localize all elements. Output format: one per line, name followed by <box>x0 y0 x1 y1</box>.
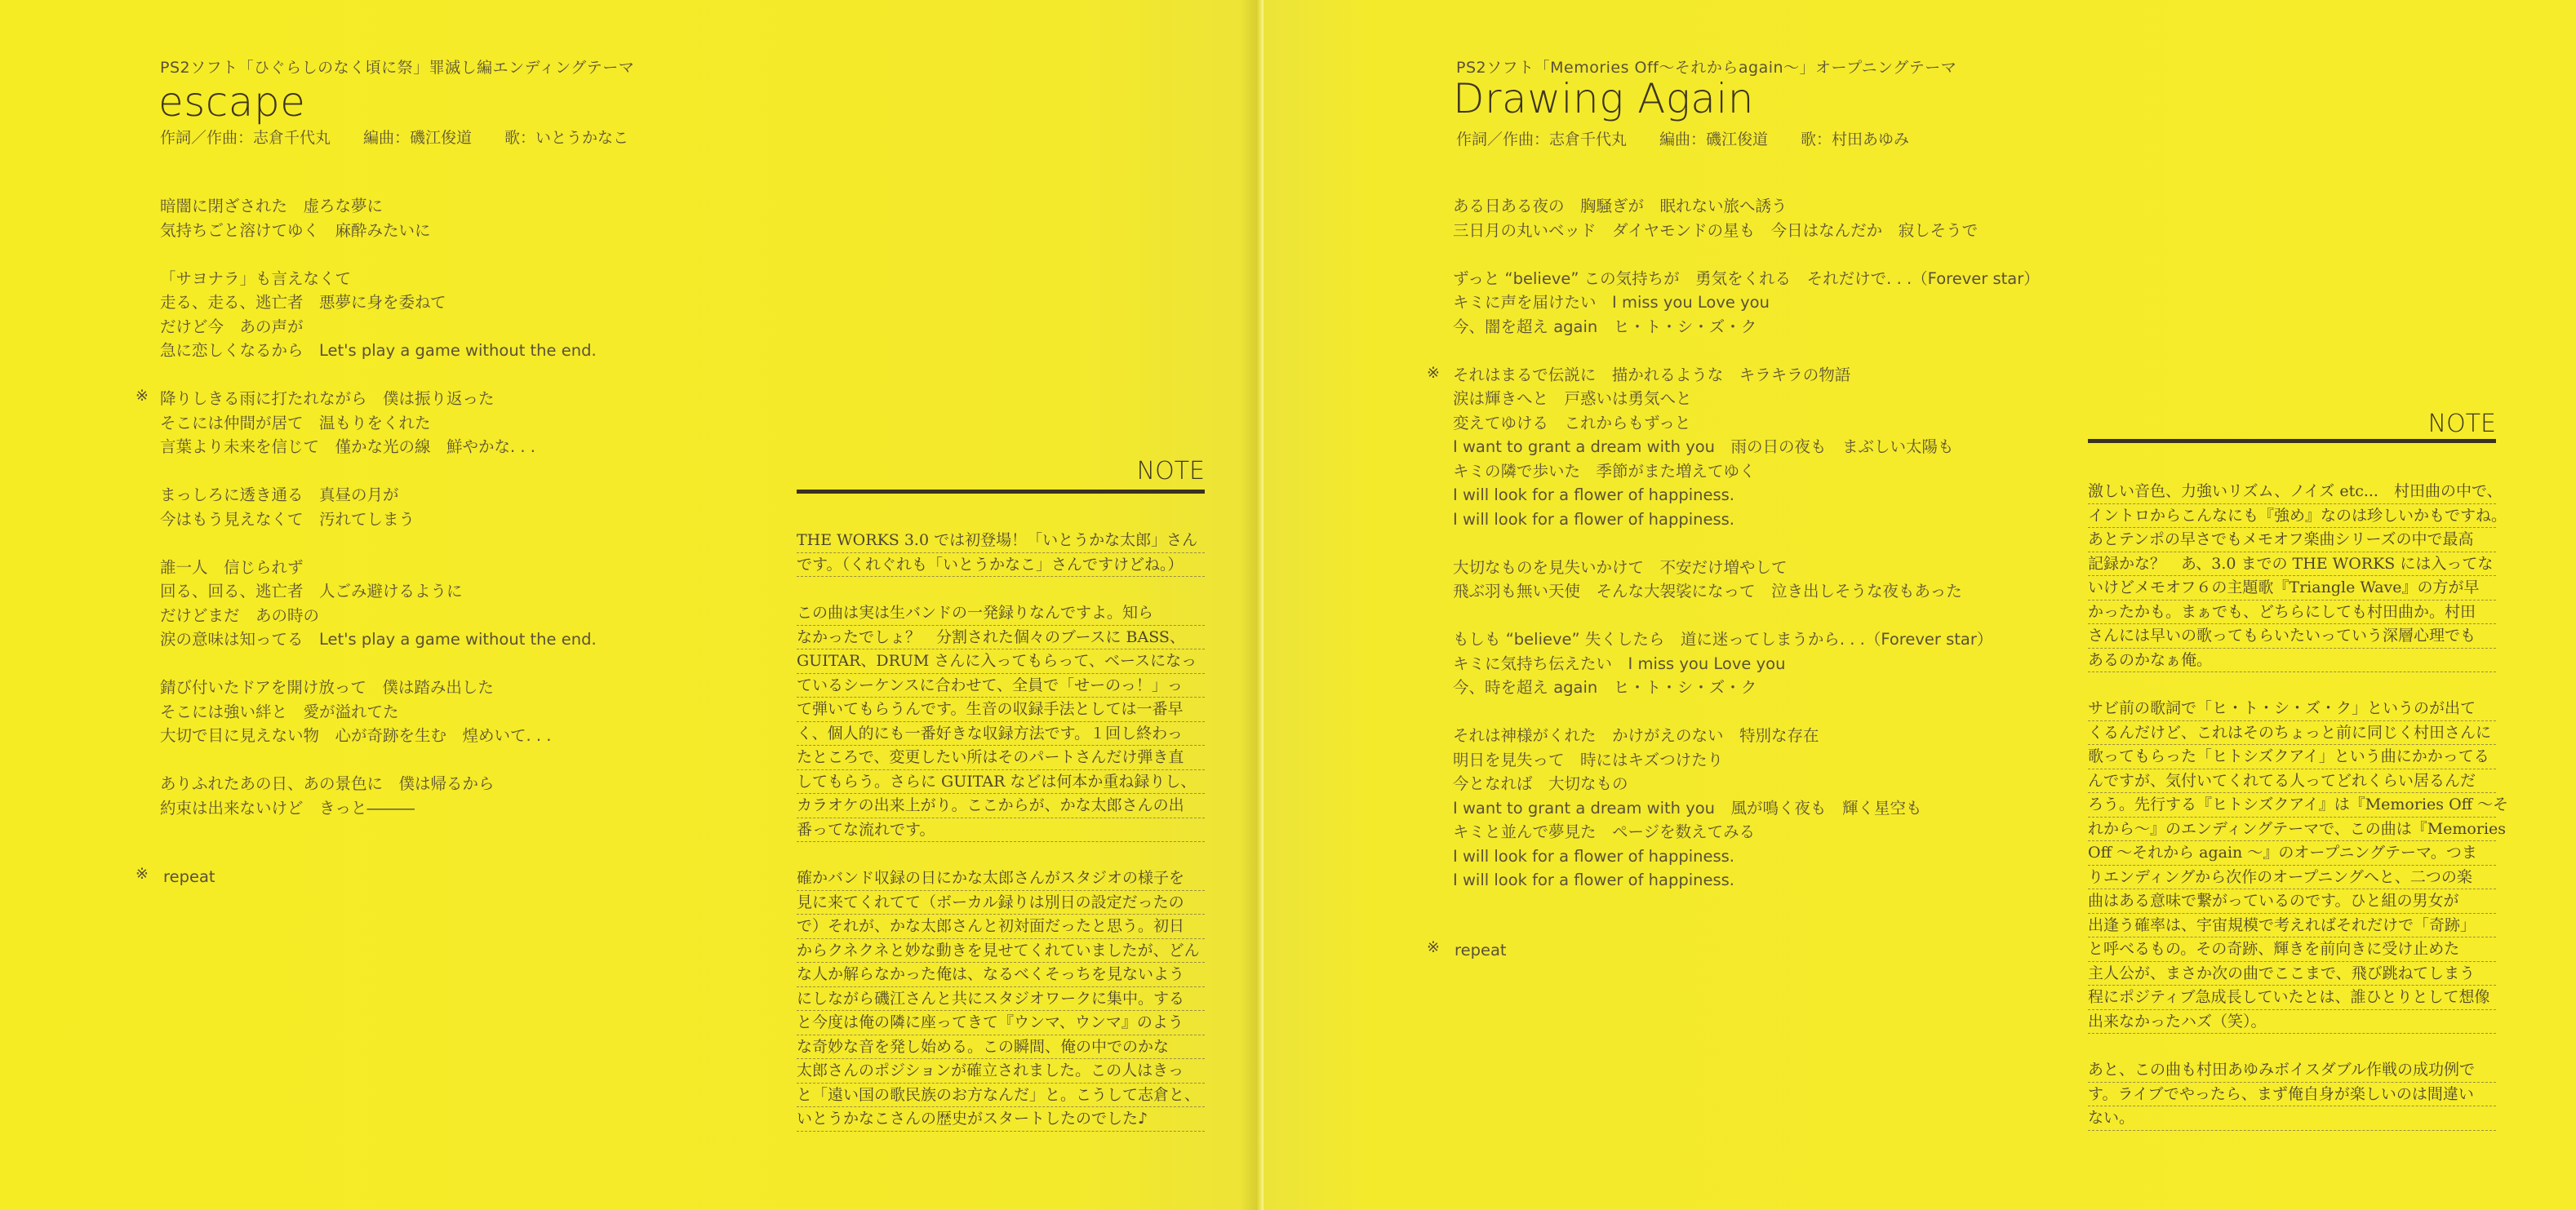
left-repeat-label: repeat <box>163 867 215 886</box>
lyric-line: 暗闇に閉ざされた 虚ろな夢に <box>160 197 384 215</box>
lyric-line: だけどまだ あの時の <box>160 605 320 625</box>
lyric-line: そこには仲間が居て 温もりをくれた <box>160 413 431 432</box>
note-paragraph <box>797 601 1205 842</box>
left-note-heading: NOTE <box>1136 457 1205 485</box>
lyric-line: 今、闇を超え again ヒ・ト・シ・ズ・ク <box>1453 317 1757 336</box>
left-credit-lyrics-music: 作詞／作曲：志倉千代丸 <box>160 129 331 147</box>
lyric-line: 錆び付いたドアを開け放って 僕は踏み出した <box>160 678 494 697</box>
note-line: あるのかなぁ俺。 <box>2088 649 2496 673</box>
lyric-stanza <box>160 194 597 242</box>
lyric-line: だけど今 あの声が <box>160 317 304 336</box>
note-line: 確かバンド収録の日にかな太郎さんがスタジオの様子を <box>797 867 1205 891</box>
note-paragraph <box>2088 697 2509 1034</box>
note-paragraph <box>797 867 1205 1132</box>
left-note-text <box>797 529 1205 1156</box>
lyric-line: 言葉より未来を信じて 僅かな光の線 鮮やかな. . . <box>160 437 535 456</box>
note-line: 記録かな？ あ、3.0 までの THE WORKS には入ってな <box>2088 552 2496 577</box>
right-repeat-marker: ※ <box>1427 938 1440 956</box>
note-line: あとテンポの早さでもメモオフ楽曲シリーズの中で最高 <box>2088 528 2496 552</box>
note-line: からクネクネと妙な動きを見せてくれていましたが、どん <box>797 939 1205 964</box>
note-line: してもらう。さらに GUITAR などは何本か重ね録りし、 <box>797 770 1205 795</box>
note-line: て弾いてもらうんです。生音の収録手法としては一番早 <box>797 698 1205 722</box>
note-line: です。（くれぐれも「いとうかなこ」さんですけどね。） <box>797 553 1205 578</box>
lyric-line: 今、時を超え again ヒ・ト・シ・ズ・ク <box>1453 678 1757 697</box>
note-line: 番ってな流れです。 <box>797 818 1205 843</box>
lyric-stanza <box>1453 556 2040 604</box>
note-line: ているシーケンスに合わせて、全員で「せーのっ！」っ <box>797 674 1205 698</box>
note-line: なかったでしょ？ 分割された個々のブースに BASS、 <box>797 626 1205 650</box>
right-credits <box>1456 127 1942 149</box>
left-credit-vocal: 歌：いとうかなこ <box>504 129 629 147</box>
note-line: くるんだけど、これはそのちょっと前に同じく村田さんに <box>2088 721 2496 746</box>
note-line: 出来なかったハズ（笑）。 <box>2088 1010 2496 1035</box>
lyric-line: ある日ある夜の 胸騒ぎが 眠れない旅へ誘う <box>1453 197 1788 215</box>
lyric-line: I want to grant a dream with you 風が鳴く夜も 輝く星空も <box>1453 798 1922 818</box>
lyric-line: ありふれたあの日、あの景色に 僕は帰るから <box>160 774 495 793</box>
right-chorus-marker: ※ <box>1427 364 1440 382</box>
note-line: いとうかなこさんの歴史がスタートしたのでした♪ <box>797 1107 1205 1132</box>
lyric-line: I will look for a flower of happiness. <box>1453 871 1735 889</box>
note-line: Off 〜それから again 〜』のオープニングテーマ。つま <box>2088 841 2496 866</box>
lyric-stanza <box>160 387 597 459</box>
note-paragraph <box>797 529 1205 577</box>
lyric-line: キミに気持ち伝えたい I miss you Love you <box>1453 654 1786 673</box>
left-chorus-marker: ※ <box>135 387 149 405</box>
note-line: 主人公が、まさか次の曲でここまで、飛び跳ねてしまう <box>2088 962 2496 986</box>
note-line: な人か解らなかった俺は、なるべくそっちを見ないよう <box>797 963 1205 987</box>
right-pretitle: PS2ソフト「Memories Off〜それからagain〜」オープニングテーマ <box>1456 59 1957 77</box>
lyric-line: まっしろに透き通る 真昼の月が <box>160 485 399 504</box>
note-line: れから〜』のエンディングテーマで、この曲は『Memories <box>2088 818 2496 842</box>
lyric-line: 今はもう見えなくて 汚れてしまう <box>160 509 415 529</box>
lyric-stanza <box>1453 194 2040 242</box>
left-page <box>0 0 1257 1210</box>
lyric-line: 今となれば 大切なもの <box>1453 774 1628 793</box>
right-note-rule <box>2088 439 2496 443</box>
note-line: と「遠い国の歌民族のお方なんだ」と。こうして志倉と、 <box>797 1084 1205 1108</box>
lyric-stanza <box>160 483 597 531</box>
right-page <box>1264 0 2576 1210</box>
lyric-line: I will look for a flower of happiness. <box>1453 485 1735 504</box>
lyric-line: それはまるで伝説に 描かれるような キラキラの物語 <box>1453 365 1851 384</box>
note-line: かったかも。まぁでも、どちらにしても村田曲か。村田 <box>2088 601 2496 625</box>
lyric-line: 走る、走る、逃亡者 悪夢に身を委ねて <box>160 293 446 312</box>
left-note-rule <box>797 490 1205 494</box>
lyric-line: それは神様がくれた かけがえのない 特別な存在 <box>1453 726 1819 745</box>
right-credit-lyrics-music: 作詞／作曲：志倉千代丸 <box>1456 131 1628 148</box>
note-line: 程にポジティブ急成長していたとは、誰ひとりとして想像 <box>2088 986 2496 1010</box>
lyric-line: キミの隣で歩いた 季節がまた増えてゆく <box>1453 461 1756 481</box>
note-line: で）それが、かな太郎さんと初対面だったと思う。初日 <box>797 915 1205 939</box>
lyric-line: 約束は出来ないけど きっと――― <box>160 798 415 818</box>
lyric-line: そこには強い絆と 愛が溢れてた <box>160 702 399 721</box>
lyric-line: もしも “believe” 失くしたら 道に迷ってしまうから. . .（Forever star） <box>1453 630 1993 649</box>
lyric-stanza <box>1453 724 2040 893</box>
note-line: と今度は俺の隣に座ってきて『ウンマ、ウンマ』のよう <box>797 1011 1205 1035</box>
note-line: にしながら磯江さんと共にスタジオワークに集中。する <box>797 987 1205 1012</box>
lyric-stanza <box>160 772 597 820</box>
lyric-stanza <box>160 556 597 652</box>
note-line: いけどメモオフ６の主題歌『Triangle Wave』の方が早 <box>2088 576 2496 601</box>
right-repeat-label: repeat <box>1455 941 1507 960</box>
note-line: THE WORKS 3.0 では初登場！「いとうかな太郎」さん <box>797 529 1205 553</box>
left-credits <box>160 126 661 148</box>
lyric-line: 三日月の丸いベッド ダイヤモンドの星も 今日はなんだか 寂しそうで <box>1453 220 1979 240</box>
note-line: 曲はある意味で繋がっているのです。ひと組の男女が <box>2088 889 2496 914</box>
note-line: 出逢う確率は、宇宙規模で考えればそれだけで「奇跡」 <box>2088 914 2496 938</box>
left-song-title: escape <box>158 78 306 126</box>
note-line: さんには早いの歌ってもらいたいっていう深層心理でも <box>2088 624 2496 649</box>
lyric-stanza <box>1453 363 2040 532</box>
note-line: ろう。先行する『ヒトシズクアイ』は『Memories Off 〜そ <box>2088 793 2496 818</box>
lyric-line: I will look for a flower of happiness. <box>1453 509 1735 529</box>
note-line: たところで、変更したい所はそのパートさんだけ弾き直 <box>797 746 1205 770</box>
lyric-line: 「サヨナラ」も言えなくて <box>160 268 352 288</box>
note-line: と呼べるもの。その奇跡、輝きを前向きに受け止めた <box>2088 937 2496 962</box>
note-line: カラオケの出来上がり。ここからが、かな太郎さんの出 <box>797 794 1205 818</box>
note-line: りエンディングから次作のオープニングへと、二つの楽 <box>2088 866 2496 890</box>
lyric-line: 大切なものを見失いかけて 不安だけ増やして <box>1453 557 1788 577</box>
note-line: 太郎さんのポジションが確立されました。この人はきっ <box>797 1059 1205 1084</box>
left-repeat-marker: ※ <box>135 865 149 883</box>
lyric-line: 明日を見失って 時にはキズつけたり <box>1453 750 1724 769</box>
lyric-line: 誰一人 信じられず <box>160 557 304 577</box>
note-line: GUITAR、DRUM さんに入ってもらって、ベースになっ <box>797 649 1205 674</box>
lyric-line: 涙の意味は知ってる Let's play a game without the end. <box>160 630 597 649</box>
lyric-line: ずっと “believe” この気持ちが 勇気をくれる それだけで. . .（Forever star） <box>1453 268 2040 288</box>
lyric-line: 大切で目に見えない物 心が奇跡を生む 煌めいて. . . <box>160 726 552 745</box>
note-line: 見に来てくれてて（ボーカル録りは別日の設定だったの <box>797 891 1205 915</box>
note-line: す。ライブでやったら、まず俺自身が楽しいのは間違い <box>2088 1083 2496 1107</box>
lyric-line: 涙は輝きへと 戸惑いは勇気へと <box>1453 389 1692 408</box>
note-paragraph <box>2088 1058 2496 1131</box>
note-line: く、個人的にも一番好きな収録方法です。１回し終わっ <box>797 722 1205 747</box>
note-line: ない。 <box>2088 1106 2496 1131</box>
lyric-line: I will look for a flower of happiness. <box>1453 846 1735 866</box>
lyric-stanza <box>160 676 597 748</box>
note-line: な奇妙な音を発し始める。この瞬間、俺の中でのかな <box>797 1035 1205 1060</box>
lyric-stanza <box>1453 267 2040 339</box>
lyric-line: 飛ぶ羽も無い天使 そんな大袈裟になって 泣き出しそうな夜もあった <box>1453 582 1962 601</box>
right-song-title: Drawing Again <box>1453 75 1754 122</box>
note-line: 歌ってもらった「ヒトシズクアイ」という曲にかかってる <box>2088 745 2496 769</box>
right-note-text <box>2088 480 2509 1155</box>
note-line: サビ前の歌詞で「ヒ・ト・シ・ズ・ク」というのが出て <box>2088 697 2496 721</box>
left-credit-arrangement: 編曲：磯江俊道 <box>363 129 473 147</box>
note-line: この曲は実は生バンドの一発録りなんですよ。知ら <box>797 601 1205 626</box>
lyric-line: 気持ちごと溶けてゆく 麻酔みたいに <box>160 220 431 240</box>
lyric-line: 降りしきる雨に打たれながら 僕は振り返った <box>160 389 495 408</box>
left-lyrics <box>160 194 597 844</box>
note-line: イントロからこんなにも『強め』なのは珍しいかもですね。 <box>2088 504 2496 529</box>
note-line: 激しい音色、力強いリズム、ノイズ etc... 村田曲の中で、 <box>2088 480 2496 504</box>
lyric-line: 変えてゆける これからもずっと <box>1453 413 1691 432</box>
lyric-line: キミと並んで夢見た ページを数えてみる <box>1453 822 1756 841</box>
right-credit-arrangement: 編曲：磯江俊道 <box>1659 131 1769 148</box>
note-line: んですが、気付いてくれてる人ってどれくらい居るんだ <box>2088 769 2496 794</box>
lyric-line: 急に恋しくなるから Let's play a game without the end. <box>160 341 597 360</box>
right-credit-vocal: 歌：村田あゆみ <box>1801 131 1910 148</box>
lyric-line: 回る、回る、逃亡者 人ごみ避けるように <box>160 582 463 601</box>
lyric-line: キミに声を届けたい I miss you Love you <box>1453 293 1770 312</box>
right-lyrics <box>1453 194 2040 916</box>
lyric-line: I want to grant a dream with you 雨の日の夜も まぶしい太陽も <box>1453 437 1954 456</box>
note-paragraph <box>2088 480 2507 672</box>
lyric-stanza <box>160 267 597 363</box>
note-line: あと、この曲も村田あゆみボイスダブル作戦の成功例で <box>2088 1058 2496 1083</box>
left-pretitle: PS2ソフト「ひぐらしのなく頃に祭」罪滅し編エンディングテーマ <box>160 59 635 77</box>
lyric-stanza <box>1453 627 2040 700</box>
right-note-heading: NOTE <box>2427 410 2496 438</box>
